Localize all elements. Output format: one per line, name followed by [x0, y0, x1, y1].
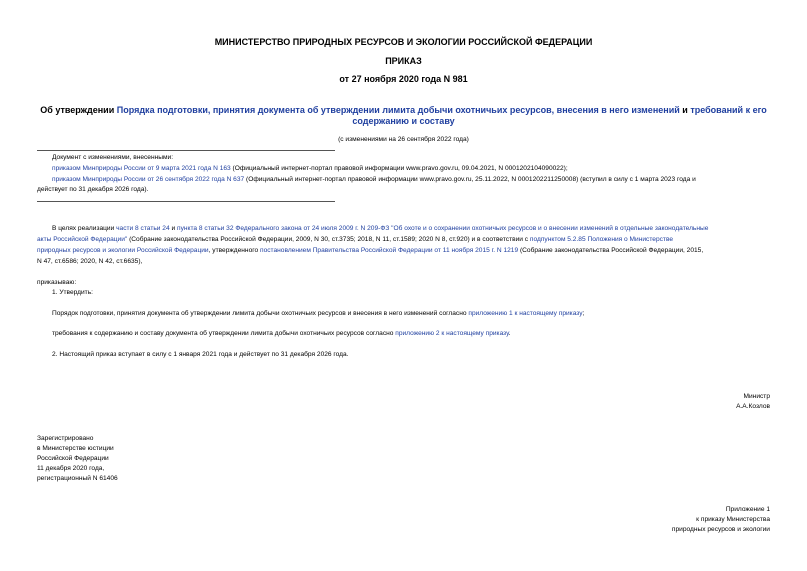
title-link-procedure[interactable]: Порядка подготовки, принятия документа об утверждении лимита добычи охотничьих ресурсов, внесения в него изменений	[116, 105, 680, 115]
link-ministry-regulation[interactable]: природных ресурсов и экологии Российской Федерации	[37, 247, 209, 254]
ministry-header: МИНИСТЕРСТВО ПРИРОДНЫХ РЕСУРСОВ И ЭКОЛОГИИ РОССИЙСКОЙ ФЕДЕРАЦИИ	[214, 37, 593, 47]
change-link-637[interactable]: приказом Минприроды России от 26 сентября 2022 года N 637	[52, 176, 245, 183]
preamble-line-4: N 47, ст.6586; 2020, N 42, ст.6635),	[37, 258, 143, 265]
changes-intro: Документ с изменениями, внесенными:	[52, 154, 174, 161]
link-federal-law-209[interactable]: пункта 8 статьи 32 Федерального закона от 24 июля 2009 г. N 209-ФЗ "Об охоте и о сохранении охотничьих ресурсов и о внесении изменений в отдельные законодательные	[177, 225, 709, 232]
preamble-text: , утвержденного	[208, 247, 261, 254]
change-link-163[interactable]: приказом Минприроды России от 9 марта 2021 года N 163	[52, 165, 231, 172]
order-item-2: 2. Настоящий приказ вступает в силу с 1 января 2021 года и действует по 31 декабря 2026 года.	[52, 351, 349, 358]
registration-line: 11 декабря 2020 года,	[37, 465, 105, 472]
preamble-line-3	[37, 246, 703, 256]
preamble-line-1	[52, 224, 708, 234]
link-subpoint-5-2-85[interactable]: подпунктом 5.2.85 Положения о Министерстве	[529, 236, 674, 243]
appendix-line: Приложение 1	[725, 506, 770, 513]
link-government-decree-1219[interactable]: постановлением Правительства Российской Федерации от 11 ноября 2015 г. N 1219	[260, 247, 519, 254]
order-item-1: 1. Утвердить:	[52, 289, 93, 296]
title-prefix: Об утверждении	[40, 105, 117, 115]
document-date: от 27 ноября 2020 года N 981	[339, 74, 468, 84]
revision-note: (с изменениями на 26 сентября 2022 года)	[338, 136, 469, 143]
order-sub-2	[52, 329, 511, 339]
registration-line: Российской Федерации	[37, 455, 109, 462]
orders-word: приказываю:	[37, 279, 77, 286]
registration-line: регистрационный N 61406	[37, 475, 118, 482]
change-text-637: (Официальный интернет-портал правовой информации www.pravo.gov.ru, 25.11.2022, N 0001202211250008) (вступил в силу с 1 марта 2023 года и	[244, 176, 696, 183]
preamble-line-2	[37, 235, 673, 245]
divider-bottom	[37, 201, 335, 202]
change-text-163: (Официальный интернет-портал правовой информации www.pravo.gov.ru, 09.04.2021, N 0001202104090022);	[230, 165, 568, 172]
link-appendix-1[interactable]: приложению 1 к настоящему приказу	[468, 310, 583, 317]
order-sub-end: ;	[582, 310, 585, 317]
changes-item-2	[52, 175, 782, 185]
link-appendix-2[interactable]: приложению 2 к настоящему приказу	[395, 330, 509, 337]
appendix-block	[672, 505, 770, 535]
link-part-8-art-24[interactable]: части 8 статьи 24	[116, 225, 170, 232]
order-sub-end: .	[508, 330, 511, 337]
signature-name: А.А.Козлов	[736, 403, 770, 410]
preamble-text: (Собрание законодательства Российской Федерации, 2009, N 30, ст.3735; 2018, N 11, ст.1589; 2020 N 8, ст.920) и в соответствии с	[127, 236, 530, 243]
changes-item-2-cont: действует по 31 декабря 2026 года).	[37, 186, 149, 193]
preamble-text: (Собрание законодательства Российской Федерации, 2015,	[518, 247, 704, 254]
registration-block	[37, 434, 118, 484]
preamble-text: и	[169, 225, 177, 232]
link-federal-law-209-cont[interactable]: акты Российской Федерации"	[37, 236, 128, 243]
signature-position: Министр	[743, 393, 770, 400]
document-title	[40, 105, 767, 127]
order-sub-text: Порядок подготовки, принятия документа об утверждении лимита добычи охотничьих ресурсов и внесения в него изменений согласно	[52, 310, 469, 317]
changes-item-1	[52, 164, 782, 174]
preamble-text: В целях реализации	[52, 225, 117, 232]
appendix-line: к приказу Министерства	[696, 516, 770, 523]
appendix-line: природных ресурсов и экологии	[671, 526, 770, 533]
divider-top	[37, 150, 335, 151]
registration-line: в Министерстве юстиции	[37, 445, 114, 452]
title-link-requirements[interactable]: требований к его содержанию и составу	[352, 105, 767, 126]
order-sub-1	[52, 309, 584, 319]
registration-line: Зарегистрировано	[37, 435, 94, 442]
order-sub-text: требования к содержанию и составу документа об утверждении лимита добычи охотничьих ресурсов согласно	[52, 330, 396, 337]
title-mid: и	[679, 105, 691, 115]
document-type: ПРИКАЗ	[385, 56, 422, 66]
